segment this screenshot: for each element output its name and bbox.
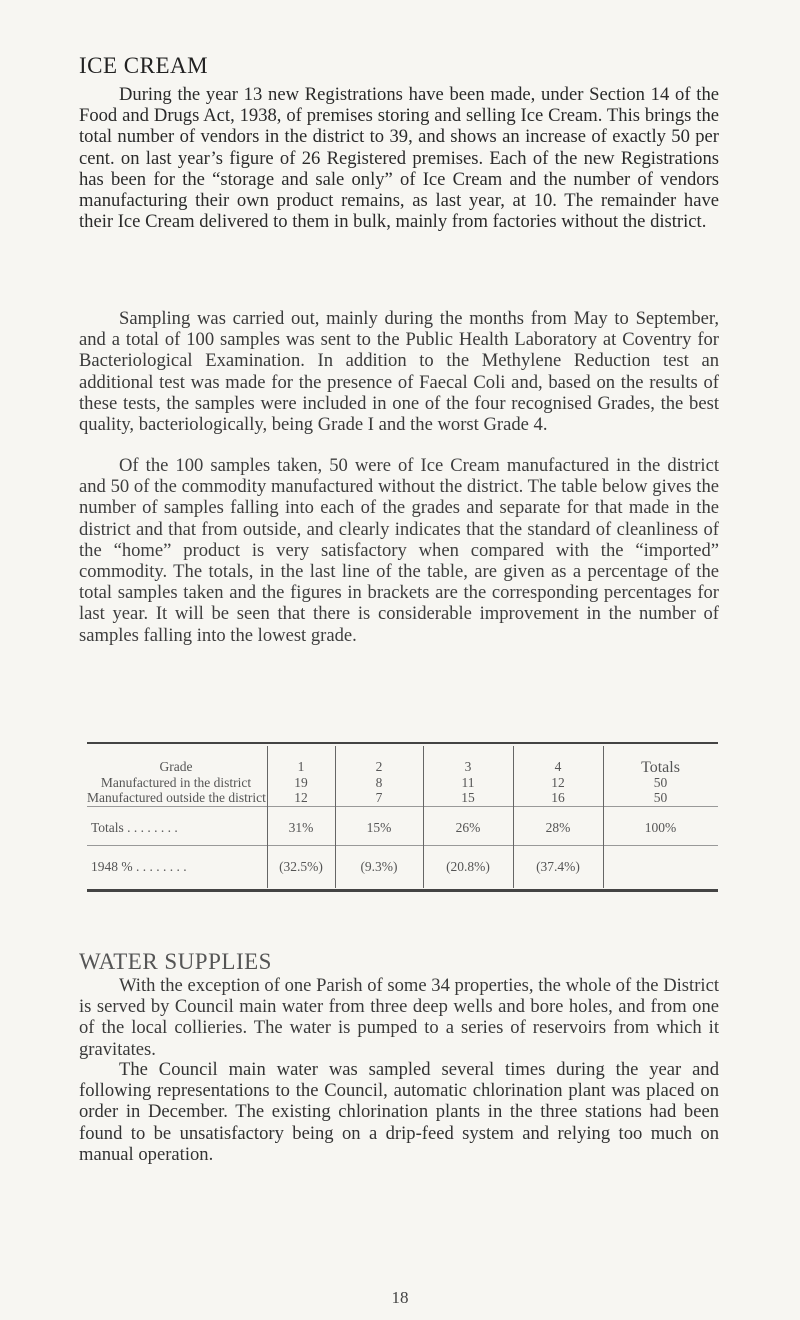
table-divider: [87, 806, 718, 807]
ice-cream-grades-table: [87, 742, 718, 892]
table-cell: 11: [461, 775, 475, 790]
table-last-year-label: 1948 % . . . . . . . .: [91, 859, 187, 874]
table-cell: 12: [294, 790, 308, 805]
table-header-cell: 2: [375, 759, 383, 774]
table-cell: 50: [653, 775, 668, 790]
table-cell: 50: [653, 790, 668, 805]
table-total-cell: 100%: [644, 820, 677, 835]
table-row-label: Manufactured outside the district: [87, 790, 266, 805]
table-last-year-cell: (32.5%): [279, 859, 323, 874]
table-cell: 12: [551, 775, 565, 790]
table-totals-label: Totals . . . . . . . .: [91, 820, 178, 835]
paragraph: With the exception of one Parish of some 34 properties, the whole of the District is served by Council main water from three deep wells and bore holes, and from one of the local collieries. The water is pumped to a series of reservoirs from which it gravitates.: [79, 975, 719, 1060]
table-top-rule: [87, 742, 718, 744]
paragraph: During the year 13 new Registrations have been made, under Section 14 of the Food and Drugs Act, 1938, of premises storing and selling Ice Cream. This brings the total number of vendors in the district to 39, and shows an increase of exactly 50 per cent. on last year’s figure of 26 Registered premises. Each of the new Registrations has been for the “storage and sale only” of Ice Cream and the number of vendors manufacturing their own product remains, as last year, at 10. The remainder have their Ice Cream delivered to them in bulk, mainly from factories without the district.: [79, 84, 719, 233]
table-total-cell: 15%: [366, 820, 392, 835]
table-last-year-cell: (9.3%): [360, 859, 398, 874]
table-cell: 8: [375, 775, 383, 790]
table-total-cell: 31%: [288, 820, 314, 835]
paragraph: The Council main water was sampled several times during the year and following representations to the Council, automatic chlorination plant was placed on order in December. The existing chlorination plants in the three stations had been found to be unsatisfactory being on a drip-feed system and relying too much on manual operation.: [79, 1059, 719, 1165]
table-cell: 16: [551, 790, 565, 805]
paragraph: Sampling was carried out, mainly during the months from May to September, and a total of 100 samples was sent to the Public Health Laboratory at Coventry for Bacteriological Examination. In addition to the Methylene Reduction test an additional test was made for the presence of Faecal Coli and, based on the results of these tests, the samples were included in one of the four recognised Grades, the best quality, bacteriologically, being Grade I and the worst Grade 4.: [79, 308, 719, 436]
table-last-year-cell: (37.4%): [536, 859, 580, 874]
table-total-cell: 28%: [545, 820, 571, 835]
table-row-label: Manufactured in the district: [100, 775, 252, 790]
table-header-cell: 4: [554, 759, 562, 774]
table-cell: 15: [461, 790, 475, 805]
paragraph: Of the 100 samples taken, 50 were of Ice Cream manufactured in the district and 50 of the commodity manufactured without the district. The table below gives the number of samples falling into each of the grades and separate for that made in the district and that from outside, and clearly indicates that the standard of cleanliness of the “home” product is very satisfactory when compared with the “imported” commodity. The totals, in the last line of the table, are given as a percentage of the total samples taken and the figures in brackets are the corresponding percentages for last year. It will be seen that there is considerable improvement in the number of samples falling into the lowest grade.: [79, 455, 719, 646]
table-divider: [87, 845, 718, 846]
table-last-year-cell: (20.8%): [446, 859, 490, 874]
table-header-cell: 3: [464, 759, 472, 774]
table-header-label: Grade: [159, 759, 193, 774]
table-header-cell: 1: [297, 759, 305, 774]
table-bottom-rule: [87, 889, 718, 892]
table-header-cell: Totals: [641, 759, 680, 776]
section-heading-water-supplies: WATER SUPPLIES: [79, 949, 272, 974]
table-cell: 7: [375, 790, 383, 805]
page-number: 18: [391, 1288, 409, 1307]
table-total-cell: 26%: [455, 820, 481, 835]
section-heading-ice-cream: ICE CREAM: [79, 53, 209, 78]
table-cell: 19: [294, 775, 308, 790]
